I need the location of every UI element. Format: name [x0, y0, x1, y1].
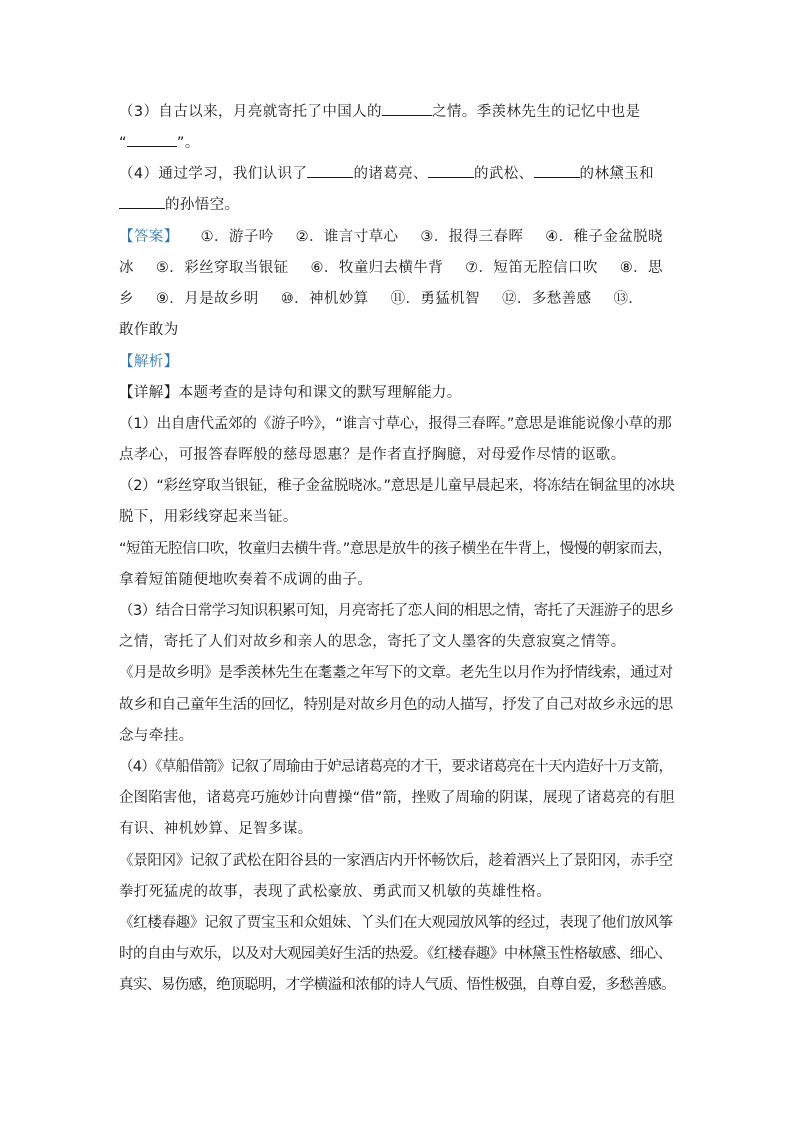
analysis-line: 《红楼春趣》记叙了贾宝玉和众姐妹、丫头们在大观园放风筝的经过，表现了他们放风筝 [119, 915, 673, 931]
answer-item: ⑥．牧童归去横牛背 [310, 260, 444, 276]
q4-text-mid1: 的诸葛亮、 [353, 166, 428, 182]
analysis-line: 念与牵挂。 [119, 728, 194, 744]
open-quote: “ [119, 135, 127, 151]
analysis-line: 点孝心，可报答春晖般的慈母恩惠？是作者直抒胸臆，对母爱作尽情的讴歌。 [119, 447, 626, 463]
answer-item: ⑫．多愁善感 [502, 291, 592, 307]
close-quote: ”。 [176, 135, 200, 151]
answer-item: 敢作敢为 [119, 322, 179, 338]
analysis-line: （2）“彩丝穿取当银钲，稚子金盆脱晓冰。”意思是儿童早晨起来，将冻结在铜盆里的冰块 [119, 478, 675, 494]
question-3-line-2 [119, 132, 679, 154]
answer-item: 乡 [119, 291, 134, 307]
answer-item: 冰 [119, 260, 134, 276]
q4-text-post: 的林黛玉和 [579, 166, 655, 182]
analysis-line: 【详解】本题考查的是诗句和课文的默写理解能力。 [119, 385, 462, 401]
answer-item: ⑬． [613, 291, 644, 307]
analysis-tag: 【解析】 [119, 354, 179, 370]
fill-blank [119, 194, 165, 209]
q4-text-pre: （4）通过学习，我们认识了 [119, 166, 308, 182]
analysis-line: 真实、易伤感，绝顶聪明，才学横溢和浓郁的诗人气质、悟性极强，自尊自爱，多愁善感。 [119, 977, 675, 993]
question-4-line-1 [119, 163, 679, 185]
question-4-line-2 [119, 194, 679, 216]
answer-line-3 [119, 288, 679, 310]
answer-line-2 [119, 257, 679, 279]
q3-text-post: 之情。季羡林先生的记忆中也是 [431, 104, 641, 120]
answer-item: ⑧．思 [619, 260, 663, 276]
analysis-line: 拿着短笛随便地吹奏着不成调的曲子。 [119, 572, 373, 588]
analysis-line: 之情，寄托了人们对故乡和亲人的思念，寄托了文人墨客的失意寂寞之情等。 [119, 634, 626, 650]
q4-text-mid2: 的武松、 [473, 166, 534, 182]
analysis-line: “短笛无腔信口吹，牧童归去横牛背。”意思是放牛的孩子横坐在牛背上，慢慢的朝家而去， [119, 541, 672, 557]
analysis-line: 拳打死猛虎的故事，表现了武松豪放、勇武而又机敏的英雄性格。 [119, 884, 552, 900]
answer-item: ⑨．月是故乡明 [155, 291, 259, 307]
answer-item: ②．谁言寸草心 [295, 229, 399, 245]
answer-item: ①．游子吟 [200, 229, 274, 245]
answer-item: ③．报得三春晖 [420, 229, 524, 245]
answer-line-4 [119, 319, 679, 341]
answer-item: ⑦．短笛无腔信口吹 [465, 260, 598, 276]
answer-item: ⑤．彩丝穿取当银钲 [155, 260, 289, 276]
analysis-line: 脱下，用彩线穿起来当钲。 [119, 509, 298, 525]
analysis-line: （3）结合日常学习知识积累可知，月亮寄托了恋人间的相思之情，寄托了天涯游子的思乡 [119, 603, 674, 619]
analysis-line: 有识、神机妙算、足智多谋。 [119, 821, 313, 837]
analysis-line: （1）出自唐代孟郊的《游子吟》，“谁言寸草心，报得三春晖。”意思是谁能说像小草的那 [119, 416, 672, 432]
fill-blank [307, 163, 353, 178]
fill-blank [382, 101, 432, 116]
answer-tag: 【答案】 [119, 229, 179, 245]
analysis-line: 故乡和自己童年生活的回忆，特别是对故乡月色的动人描写，抒发了自己对故乡永远的思 [119, 697, 673, 713]
analysis-line: 《景阳冈》记叙了武松在阳谷县的一家酒店内开怀畅饮后，趁着酒兴上了景阳冈，赤手空 [119, 853, 673, 869]
fill-blank [127, 132, 177, 147]
answer-line-1 [119, 226, 679, 248]
analysis-line: 《月是故乡明》是季羡林先生在耄耋之年写下的文章。老先生以月作为抒情线索，通过对 [119, 665, 673, 681]
q4-text-end: 的孙悟空。 [165, 197, 240, 213]
fill-blank [534, 163, 580, 178]
answer-item: ⑩．神机妙算 [280, 291, 369, 307]
answer-item: ④．稚子金盆脱晓 [545, 229, 663, 245]
answer-item: ⑪．勇猛机智 [390, 291, 481, 307]
analysis-line: 企图陷害他，诸葛亮巧施妙计向曹操“借”箭，挫败了周瑜的阴谋，展现了诸葛亮的有胆 [119, 790, 675, 806]
analysis-line: 时的自由与欢乐，以及对大观园美好生活的热爱。《红楼春趣》中林黛玉性格敏感、细心、 [119, 946, 672, 962]
question-3-line-1 [119, 101, 679, 123]
q3-text-pre: （3）自古以来，月亮就寄托了中国人的 [119, 104, 382, 120]
fill-blank [428, 163, 474, 178]
analysis-line: （4）《草船借箭》记叙了周瑜由于妒忌诸葛亮的才干，要求诸葛亮在十天内造好十万支箭， [119, 759, 673, 775]
